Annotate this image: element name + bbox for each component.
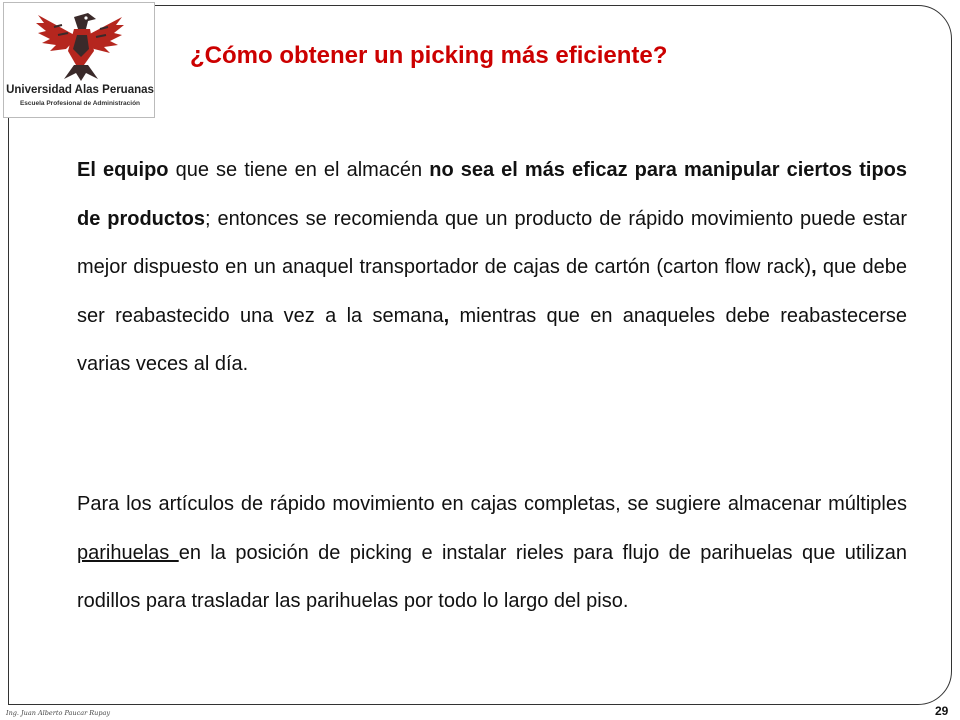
- bold-phrase: El equipo: [77, 159, 169, 181]
- university-name: Universidad Alas Peruanas: [6, 84, 154, 96]
- slide-title: ¿Cómo obtener un picking más eficiente?: [190, 42, 668, 69]
- school-name: Escuela Profesional de Administración: [19, 100, 141, 107]
- text-span: Para los artículos de rápido movimiento en cajas completas, se sugiere almacenar múltiples: [77, 493, 907, 515]
- text-span: ; entonces se recomienda que un producto de rápido movimiento puede estar mejor dispuesto en un anaquel transportador de cajas de cartón (carton flow rack): [77, 207, 907, 278]
- text-span: en la posición de picking e instalar rieles para flujo de parihuelas que utilizan rodillos para trasladar las parihuelas por todo lo largo del piso.: [77, 541, 907, 612]
- page-number: 29: [935, 704, 949, 718]
- footer-author: Ing. Juan Alberto Paucar Rupay: [6, 709, 111, 717]
- condor-emblem-icon: [34, 7, 126, 83]
- bold-comma: ,: [443, 304, 450, 327]
- text-span: que debe ser reabastecido una vez a la semana: [77, 256, 907, 327]
- underlined-term: parihuelas: [77, 541, 179, 564]
- bold-comma: ,: [811, 256, 817, 278]
- bold-phrase: no sea el más eficaz para manipular ciertos tipos de productos: [77, 159, 908, 230]
- paragraph-equipment: [77, 146, 907, 389]
- text-span: que se tiene en el almacén: [168, 159, 430, 181]
- university-logo: [3, 2, 155, 118]
- paragraph-fast-moving: [77, 480, 907, 626]
- text-span: mientras que en anaqueles debe reabastecerse varias veces al día.: [77, 304, 908, 375]
